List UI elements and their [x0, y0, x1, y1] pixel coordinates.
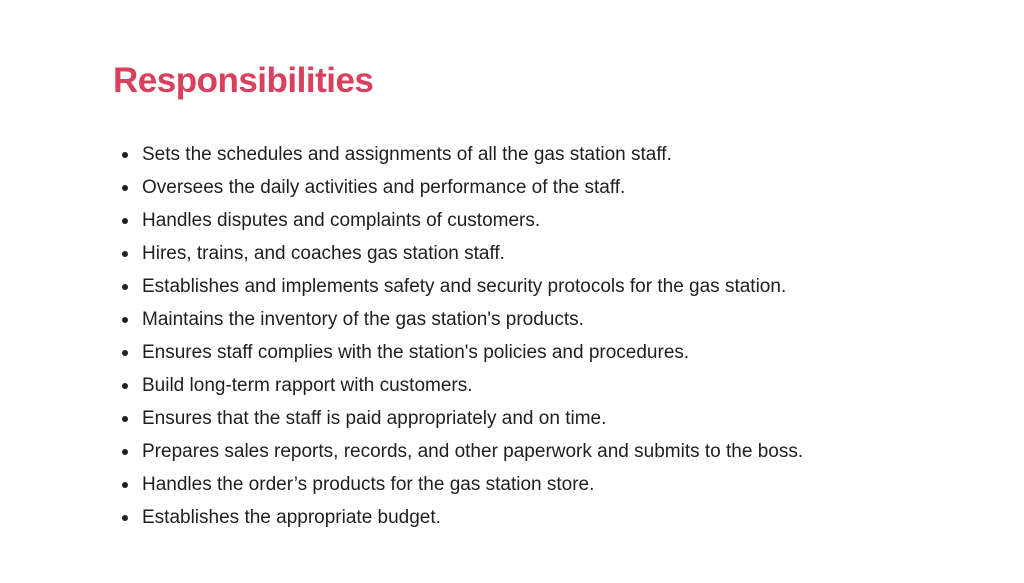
- bullet-icon: [122, 350, 128, 356]
- list-item-text: Maintains the inventory of the gas station's products.: [142, 309, 584, 330]
- bullet-icon: [122, 218, 128, 224]
- bullet-icon: [122, 416, 128, 422]
- list-item: [113, 468, 803, 501]
- bullet-icon: [122, 317, 128, 323]
- list-item: [113, 435, 803, 468]
- responsibilities-list: [113, 138, 803, 534]
- list-item-text: Ensures that the staff is paid appropriately and on time.: [142, 408, 607, 429]
- bullet-icon: [122, 482, 128, 488]
- list-item: [113, 138, 803, 171]
- list-item: [113, 237, 803, 270]
- list-item: [113, 303, 803, 336]
- list-item-text: Sets the schedules and assignments of all the gas station staff.: [142, 144, 672, 165]
- bullet-icon: [122, 515, 128, 521]
- section-title: Responsibilities: [113, 61, 374, 100]
- list-item: [113, 336, 803, 369]
- list-item-text: Build long-term rapport with customers.: [142, 375, 473, 396]
- bullet-icon: [122, 383, 128, 389]
- bullet-icon: [122, 185, 128, 191]
- list-item: [113, 204, 803, 237]
- bullet-icon: [122, 449, 128, 455]
- list-item-text: Handles the order’s products for the gas station store.: [142, 474, 595, 495]
- list-item-text: Ensures staff complies with the station's policies and procedures.: [142, 342, 690, 363]
- list-item: [113, 402, 803, 435]
- bullet-icon: [122, 251, 128, 257]
- list-item-text: Establishes the appropriate budget.: [142, 507, 441, 528]
- list-item-text: Prepares sales reports, records, and other paperwork and submits to the boss.: [142, 441, 804, 462]
- list-item: [113, 270, 803, 303]
- bullet-icon: [122, 152, 128, 158]
- list-item: [113, 501, 803, 534]
- list-item-text: Establishes and implements safety and security protocols for the gas station.: [142, 276, 787, 297]
- bullet-icon: [122, 284, 128, 290]
- list-item: [113, 369, 803, 402]
- list-item-text: Handles disputes and complaints of customers.: [142, 210, 541, 231]
- list-item-text: Hires, trains, and coaches gas station staff.: [142, 243, 505, 264]
- list-item: [113, 171, 803, 204]
- list-item-text: Oversees the daily activities and performance of the staff.: [142, 177, 626, 198]
